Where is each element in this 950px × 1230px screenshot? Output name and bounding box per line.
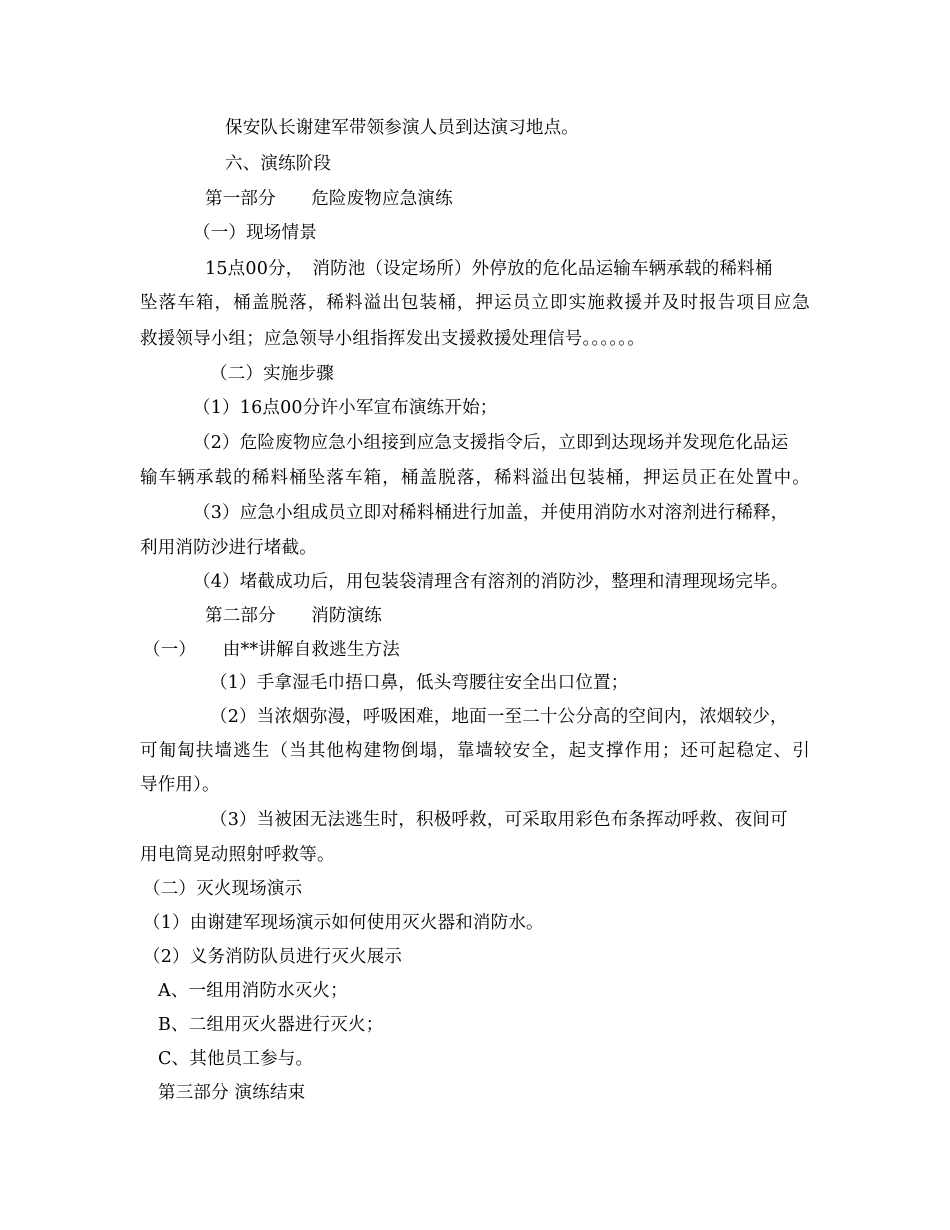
text-line: 15点00分， 消防池（设定场所）外停放的危化品运输车辆承载的稀料桶 — [205, 259, 773, 279]
text-line: 救援领导小组；应急领导小组指挥发出支援救援处理信号。。。。。。 — [140, 329, 645, 349]
section-heading: 六、演练阶段 — [225, 154, 332, 174]
list-item: （1）由谢建军现场演示如何使用灭火器和消防水。 — [143, 913, 544, 933]
list-item: （4）堵截成功后，用包装袋清理含有溶剂的消防沙，整理和清理现场完毕。 — [193, 572, 789, 592]
list-item: A、一组用消防水灭火； — [158, 981, 348, 1001]
text-line: 导作用）。 — [140, 775, 220, 795]
part-heading: 第二部分 消防演练 — [205, 606, 382, 626]
text-line: 输车辆承载的稀料桶坠落车箱，桶盖脱落，稀料溢出包装桶，押运员正在处置中。 — [140, 468, 810, 488]
list-item: C、其他员工参与。 — [158, 1049, 314, 1069]
subsection-heading: （一）现场情景 — [193, 223, 317, 243]
list-item: （1）手拿湿毛巾捂口鼻，低头弯腰往安全出口位置； — [210, 673, 629, 693]
list-item: （2）危险废物应急小组接到应急支援指令后，立即到达现场并发现危化品运 — [193, 433, 789, 453]
text-line: 可匍匐扶墙逃生（当其他构建物倒塌，靠墙较安全，起支撑作用；还可起稳定、引 — [140, 741, 810, 761]
list-item: （3）应急小组成员立即对稀料桶进行加盖，并使用消防水对溶剂进行稀释， — [193, 503, 789, 523]
list-item: （2）当浓烟弥漫，呼吸困难，地面一至二十公分高的空间内，浓烟较少， — [210, 707, 788, 727]
list-item: B、二组用灭火器进行灭火； — [158, 1015, 384, 1035]
subsection-heading: （一） 由**讲解自救逃生方法 — [143, 640, 400, 660]
text-line: 保安队长谢建军带领参演人员到达演习地点。 — [225, 118, 579, 138]
text-line: 用电筒晃动照射呼救等。 — [140, 845, 335, 865]
text-line: 坠落车箱，桶盖脱落，稀料溢出包装桶，押运员立即实施救援并及时报告项目应急 — [140, 293, 810, 313]
text-line: 利用消防沙进行堵截。 — [140, 538, 317, 558]
list-item: （2）义务消防队员进行灭火展示 — [143, 947, 403, 967]
list-item: （3）当被困无法逃生时，积极呼救，可采取用彩色布条挥动呼救、夜间可 — [210, 810, 788, 830]
subsection-heading: （二）灭火现场演示 — [143, 879, 303, 899]
part-heading: 第一部分 危险废物应急演练 — [205, 189, 453, 209]
part-heading: 第三部分 演练结束 — [158, 1083, 306, 1103]
subsection-heading: （二）实施步骤 — [210, 364, 334, 384]
list-item: （1）16点00分许小军宣布演练开始； — [193, 398, 498, 418]
